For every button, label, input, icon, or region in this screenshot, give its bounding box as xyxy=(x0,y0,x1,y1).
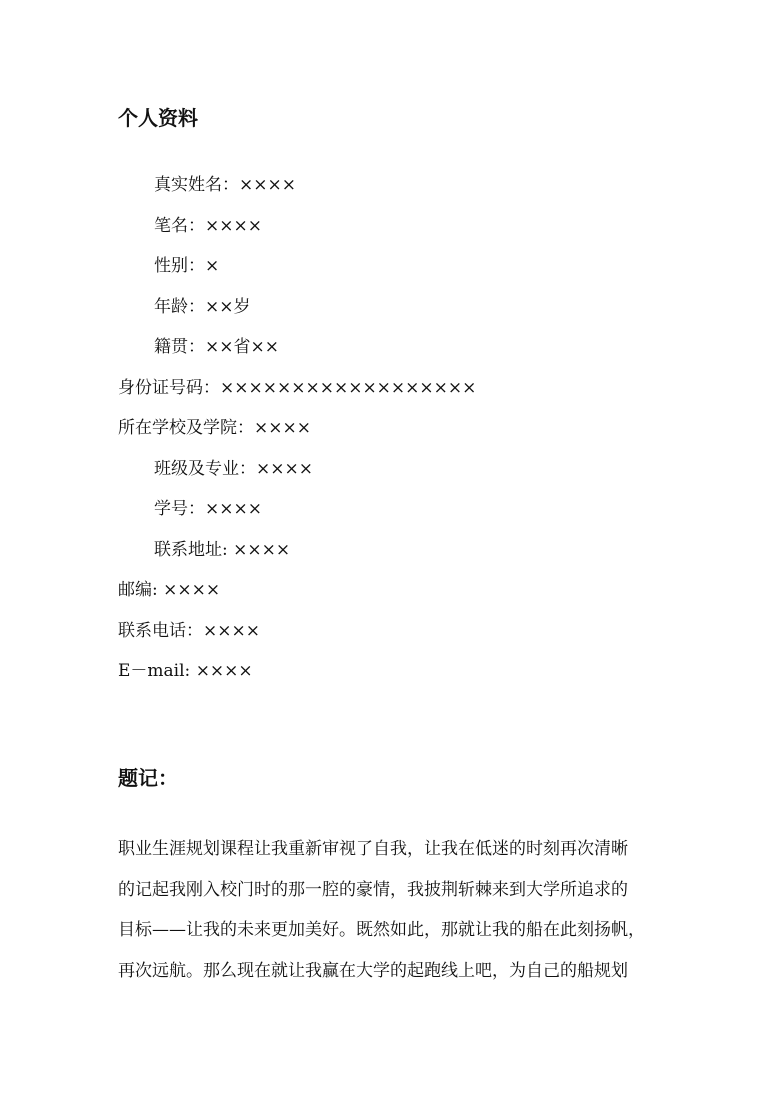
field-separator: ： xyxy=(222,175,239,195)
field-label: E－mail xyxy=(118,661,185,681)
paragraph-line: 再次远航。那么现在就让我赢在大学的起跑线上吧，为自己的船规划 xyxy=(118,960,628,981)
field-label: 笔名 xyxy=(154,215,188,236)
paragraph-line: 目标——让我的未来更加美好。既然如此，那就让我的船在此刻扬帆， xyxy=(118,920,645,940)
field-value: ××省×× xyxy=(205,337,279,357)
paragraph-line: 的记起我刚入校门时的那一腔的豪情，我披荆斩棘来到大学所追求的 xyxy=(118,879,628,900)
profile-fields xyxy=(118,171,738,698)
field-separator: ： xyxy=(188,296,205,317)
epigraph-paragraph xyxy=(118,829,663,991)
profile-heading: 个人资料 xyxy=(118,106,198,130)
field-value: × xyxy=(205,256,220,276)
field-label: 真实姓名 xyxy=(154,175,222,195)
field-label: 联系地址 xyxy=(154,539,222,560)
field-separator: : xyxy=(222,539,234,560)
field-value: ×××× xyxy=(256,458,313,479)
field-email xyxy=(118,657,738,698)
field-value: ×××× xyxy=(195,661,253,681)
field-separator: ： xyxy=(188,215,205,236)
field-value: ×××× xyxy=(205,215,262,236)
field-label: 年龄 xyxy=(154,296,188,317)
field-id-number xyxy=(118,374,738,415)
field-label: 学号 xyxy=(154,499,188,519)
field-separator: ： xyxy=(239,458,256,479)
field-label: 邮编 xyxy=(118,580,152,600)
field-postcode xyxy=(118,576,738,617)
field-value: ××岁 xyxy=(205,296,251,317)
paragraph-line: 职业生涯规划课程让我重新审视了自我，让我在低迷的时刻再次清晰 xyxy=(118,839,628,859)
field-label: 籍贯 xyxy=(154,337,188,357)
field-separator: ： xyxy=(237,418,254,438)
field-separator: : xyxy=(184,661,196,681)
field-student-number xyxy=(118,495,738,536)
epigraph-heading: 题记： xyxy=(118,766,178,790)
field-separator: ： xyxy=(186,620,203,641)
field-address xyxy=(118,536,738,577)
field-value: ×××× xyxy=(239,175,296,195)
field-label: 班级及专业 xyxy=(154,458,239,479)
field-separator: ： xyxy=(188,337,205,357)
field-separator: ： xyxy=(188,499,205,519)
field-value: ×××× xyxy=(254,418,311,438)
field-label: 所在学校及学院 xyxy=(118,418,237,438)
field-value: ×××× xyxy=(203,620,260,641)
field-school xyxy=(118,414,738,455)
field-separator: ： xyxy=(203,377,220,398)
field-native-place xyxy=(118,333,738,374)
field-class-major xyxy=(118,455,738,496)
field-age xyxy=(118,293,738,334)
field-value: ×××× xyxy=(233,539,291,560)
field-label: 性别 xyxy=(154,256,188,276)
field-separator: : xyxy=(152,580,164,600)
field-value: ×××××××××××××××××× xyxy=(220,377,477,398)
field-value: ×××× xyxy=(163,580,221,600)
field-gender xyxy=(118,252,738,293)
field-label: 联系电话 xyxy=(118,620,186,641)
field-pen-name xyxy=(118,212,738,253)
field-real-name xyxy=(118,171,738,212)
field-phone xyxy=(118,617,738,658)
field-label: 身份证号码 xyxy=(118,377,203,398)
field-value: ×××× xyxy=(205,499,262,519)
field-separator: ： xyxy=(188,256,205,276)
